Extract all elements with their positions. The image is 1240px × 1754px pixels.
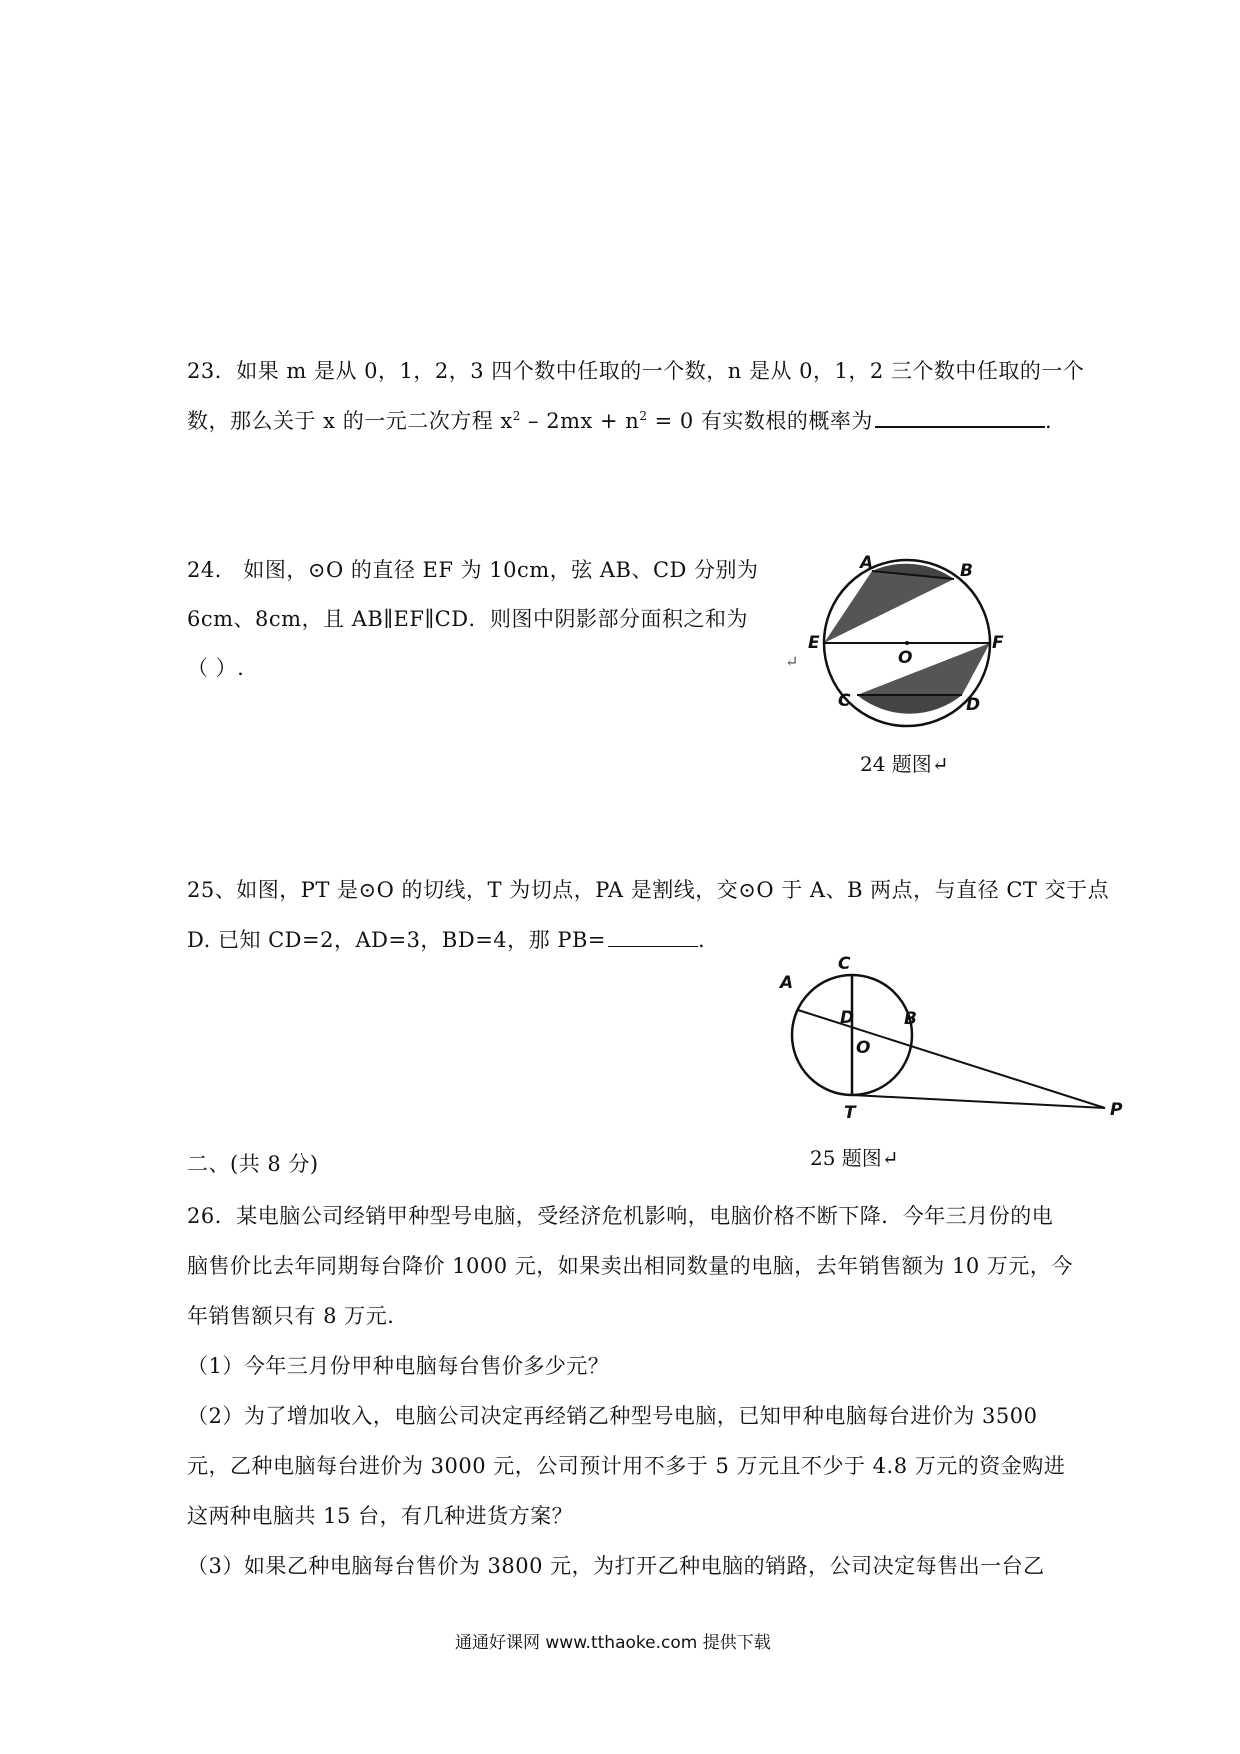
q26-line2: 脑售价比去年同期每台降价 1000 元，如果卖出相同数量的电脑，去年销售额为 10 万元，今 bbox=[187, 1254, 1073, 1278]
q23-line1: 23．如果 m 是从 0，1，2，3 四个数中任取的一个数，n 是从 0，1，2 三个数中任取的一个 bbox=[187, 359, 1085, 383]
q23-end: . bbox=[1044, 409, 1053, 433]
q26-sub2-line2: 元，乙种电脑每台进价为 3000 元，公司预计用不多于 5 万元且不少于 4.8 万元的资金购进 bbox=[187, 1454, 1066, 1478]
q24-caption: 24 题图↵ bbox=[860, 752, 949, 776]
q23-text-c: = 0 有实数根的概率为 bbox=[647, 409, 873, 433]
q24-label-d: D bbox=[966, 695, 981, 715]
q25-tangent-pt bbox=[852, 1095, 1105, 1108]
q24-label-f: F bbox=[992, 633, 1004, 653]
q26-line3: 年销售额只有 8 万元． bbox=[187, 1304, 409, 1328]
page-footer: 通通好课网 www.tthaoke.com 提供下载 bbox=[455, 1633, 771, 1653]
q25-line1 bbox=[187, 874, 1109, 904]
q23-text-a: 数，那么关于 x 的一元二次方程 x bbox=[187, 409, 513, 433]
q25-figure bbox=[760, 955, 1140, 1125]
q23-sup1: 2 bbox=[512, 409, 521, 423]
q25-label-t: T bbox=[844, 1103, 856, 1123]
q26-sub2-line1: （2）为了增加收入，电脑公司决定再经销乙种型号电脑，已知甲种电脑每台进价为 3500 bbox=[187, 1404, 1038, 1428]
q24-shade-bottom bbox=[857, 695, 962, 714]
q25-caption: 25 题图↵ bbox=[810, 1146, 899, 1170]
q24-center-dot bbox=[905, 641, 909, 645]
q25-end: . bbox=[698, 928, 706, 952]
q23-text-b: – 2mx + n bbox=[520, 409, 640, 433]
q25-line2-text: D. 已知 CD=2，AD=3，BD=4，那 PB= bbox=[187, 928, 606, 952]
q24-shade-bottom-triangle bbox=[857, 643, 990, 695]
q25-line2 bbox=[187, 924, 705, 954]
q25-label-p: P bbox=[1110, 1100, 1123, 1120]
q24-figure bbox=[780, 550, 1010, 780]
q26-line1: 26．某电脑公司经销甲种型号电脑，受经济危机影响，电脑价格不断下降．今年三月份的电 bbox=[187, 1204, 1054, 1228]
q23-line2 bbox=[187, 405, 1052, 435]
q25-label-c: C bbox=[838, 955, 851, 974]
q26-sub2-line3: 这两种电脑共 15 台，有几种进货方案？ bbox=[187, 1504, 574, 1528]
q25-label-d: D bbox=[840, 1008, 855, 1028]
q24-label-b: B bbox=[960, 561, 973, 581]
q25-label-o: O bbox=[856, 1038, 871, 1058]
q25-label-b: B bbox=[904, 1009, 917, 1029]
q24-line2: 6cm、8cm，且 AB∥EF∥CD．则图中阴影部分面积之和为 bbox=[187, 607, 749, 631]
q23-answer-blank[interactable] bbox=[875, 425, 1045, 428]
q24-label-a: A bbox=[860, 553, 874, 573]
q24-line1: 24． 如图，⊙O 的直径 EF 为 10cm，弦 AB、CD 分别为 bbox=[187, 558, 759, 582]
q24-line3: （ ）. bbox=[187, 656, 245, 680]
q24-return-mark: ↵ bbox=[785, 652, 799, 671]
section2-heading: 二、(共 8 分) bbox=[187, 1152, 319, 1176]
q25-line1-text: 25、如图，PT 是⊙O 的切线，T 为切点，PA 是割线，交⊙O 于 A、B 两点，与直径 CT 交于点 bbox=[187, 878, 1110, 902]
q25-answer-blank[interactable] bbox=[608, 945, 698, 947]
q26-sub3-line1: （3）如果乙种电脑每台售价为 3800 元，为打开乙种电脑的销路，公司决定每售出一台乙 bbox=[187, 1554, 1045, 1578]
q23-sup2: 2 bbox=[639, 409, 648, 423]
q24-label-o: O bbox=[898, 648, 913, 668]
q24-label-c: C bbox=[838, 691, 851, 711]
q25-label-a: A bbox=[780, 973, 794, 993]
q26-sub1: （1）今年三月份甲种电脑每台售价多少元？ bbox=[187, 1354, 610, 1378]
q24-shade-top-triangle bbox=[824, 571, 954, 643]
q24-label-e: E bbox=[808, 633, 820, 653]
